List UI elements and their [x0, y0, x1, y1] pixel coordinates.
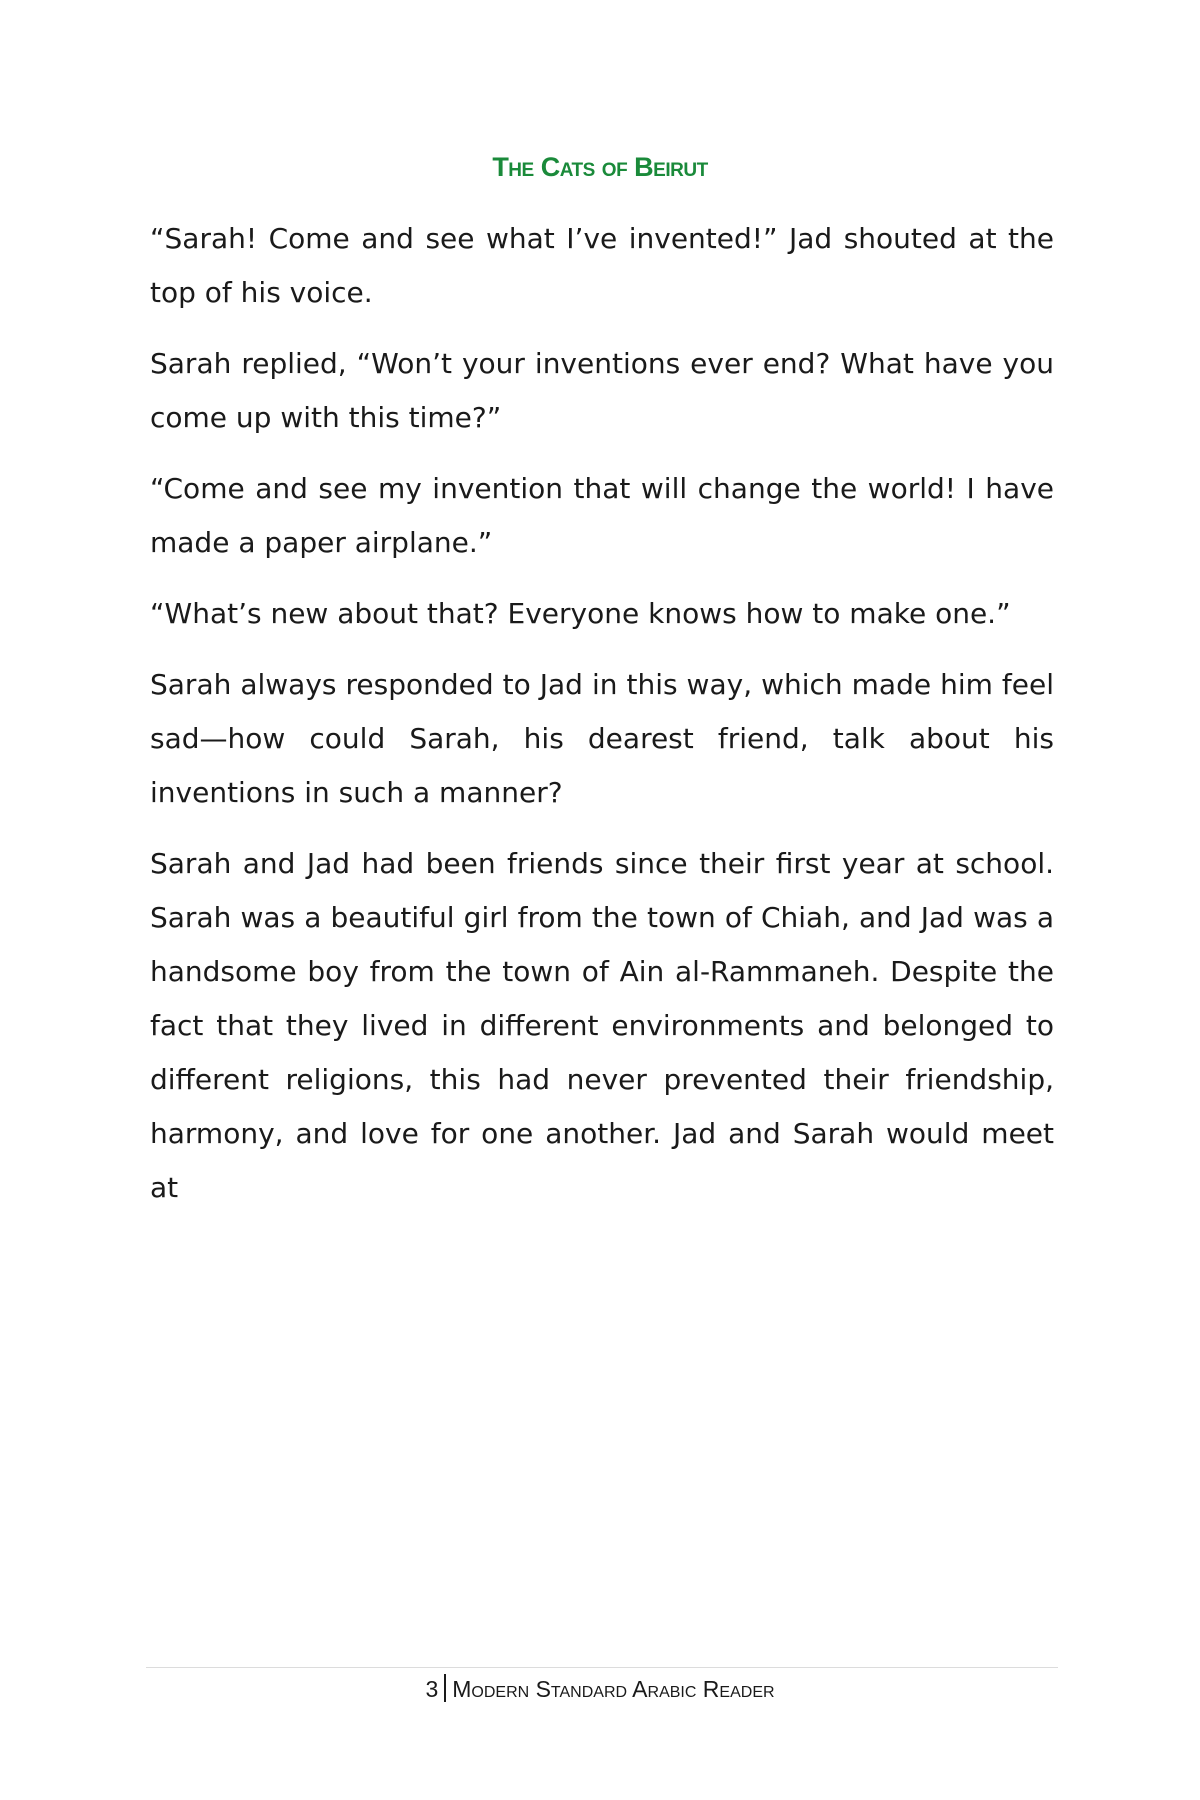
body-text	[150, 212, 1054, 1232]
page-number: 3	[425, 1676, 439, 1702]
paragraph-4: “What’s new about that? Everyone knows how to make one.”	[150, 597, 1011, 630]
running-title: Modern Standard Arabic Reader	[452, 1676, 775, 1702]
footer-separator	[444, 1674, 446, 1702]
page-title: The Cats of Beirut	[492, 152, 708, 182]
paragraph-2: Sarah replied, “Won’t your inventions ever end? What have you come up with this time?”	[150, 347, 1054, 434]
paragraph-1: “Sarah! Come and see what I’ve invented!” Jad shouted at the top of his voice.	[150, 222, 1054, 309]
page-footer	[0, 1674, 1200, 1703]
paragraph-6: Sarah and Jad had been friends since their first year at school. Sarah was a beautiful girl from the town of Chiah, and Jad was a handsome boy from the town of Ain al-Rammaneh. Despite the fact that they lived in different environments and belonged to different religions, this had never prevented their friendship, harmony, and love for one another. Jad and Sarah would meet at	[150, 847, 1054, 1204]
paragraph-5: Sarah always responded to Jad in this way, which made him feel sad—how could Sarah, his dearest friend, talk about his inventions in such a manner?	[150, 668, 1054, 809]
paragraph-3: “Come and see my invention that will change the world! I have made a paper airplane.”	[150, 472, 1054, 559]
footer-divider	[146, 1667, 1058, 1668]
